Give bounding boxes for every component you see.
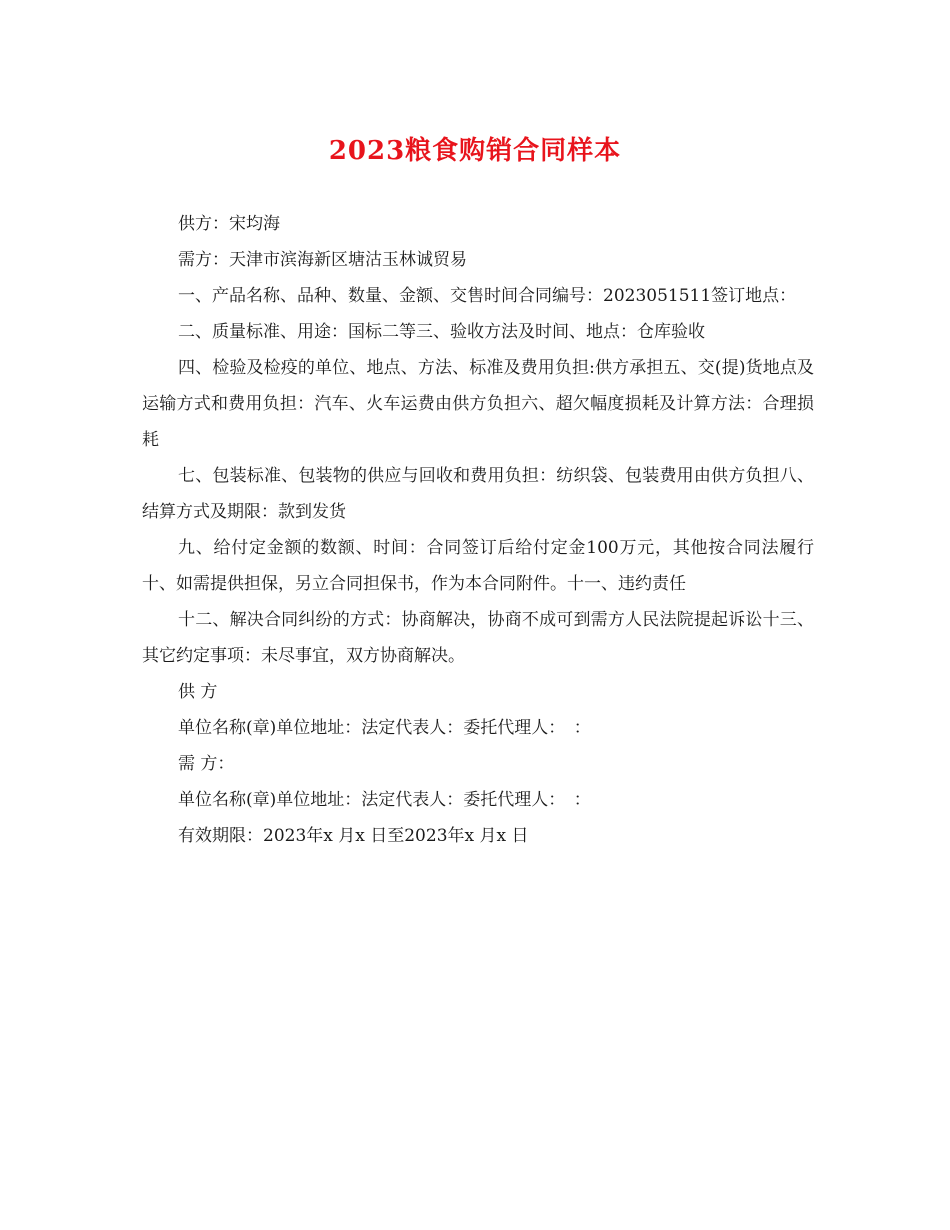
buyer-signature-heading: 需 方：: [178, 754, 235, 774]
clause-9-deposit: 九、给付定金额的数额、时间：合同签订后给付定金100万元，其他按合同法履行十、如需提供担保，另立合同担保书，作为本合同附件。十一、违约责任: [142, 538, 814, 594]
clause-4-inspection: 四、检验及检疫的单位、地点、方法、标准及费用负担:供方承担五、交(提)货地点及运输方式和费用负担：汽车、火车运费由供方负担六、超欠幅度损耗及计算方法：合理损耗: [142, 358, 814, 450]
validity-period: 有效期限：2023年x 月x 日至2023年x 月x 日: [178, 826, 529, 846]
buyer-signature-fields: 单位名称(章)单位地址：法定代表人：委托代理人： ：: [178, 790, 591, 810]
document-body: [142, 206, 814, 854]
clause-12-disputes: 十二、解决合同纠纷的方式：协商解决，协商不成可到需方人民法院提起诉讼十三、其它约定事项：未尽事宜，双方协商解决。: [142, 610, 814, 666]
buyer-line: 需方：天津市滨海新区塘沽玉林诚贸易: [178, 250, 467, 270]
document-title: 2023粮食购销合同样本: [328, 136, 622, 166]
clause-1-product: 一、产品名称、品种、数量、金额、交售时间合同编号：2023051511签订地点：: [178, 286, 797, 306]
supplier-signature-heading: 供 方: [178, 682, 218, 702]
supplier-signature-fields: 单位名称(章)单位地址：法定代表人：委托代理人： ：: [178, 718, 591, 738]
supplier-line: 供方：宋均海: [178, 214, 280, 234]
clause-7-packaging: 七、包装标准、包装物的供应与回收和费用负担：纺织袋、包装费用由供方负担八、结算方式及期限：款到发货: [142, 466, 814, 522]
clause-2-quality: 二、质量标准、用途：国标二等三、验收方法及时间、地点：仓库验收: [178, 322, 705, 342]
